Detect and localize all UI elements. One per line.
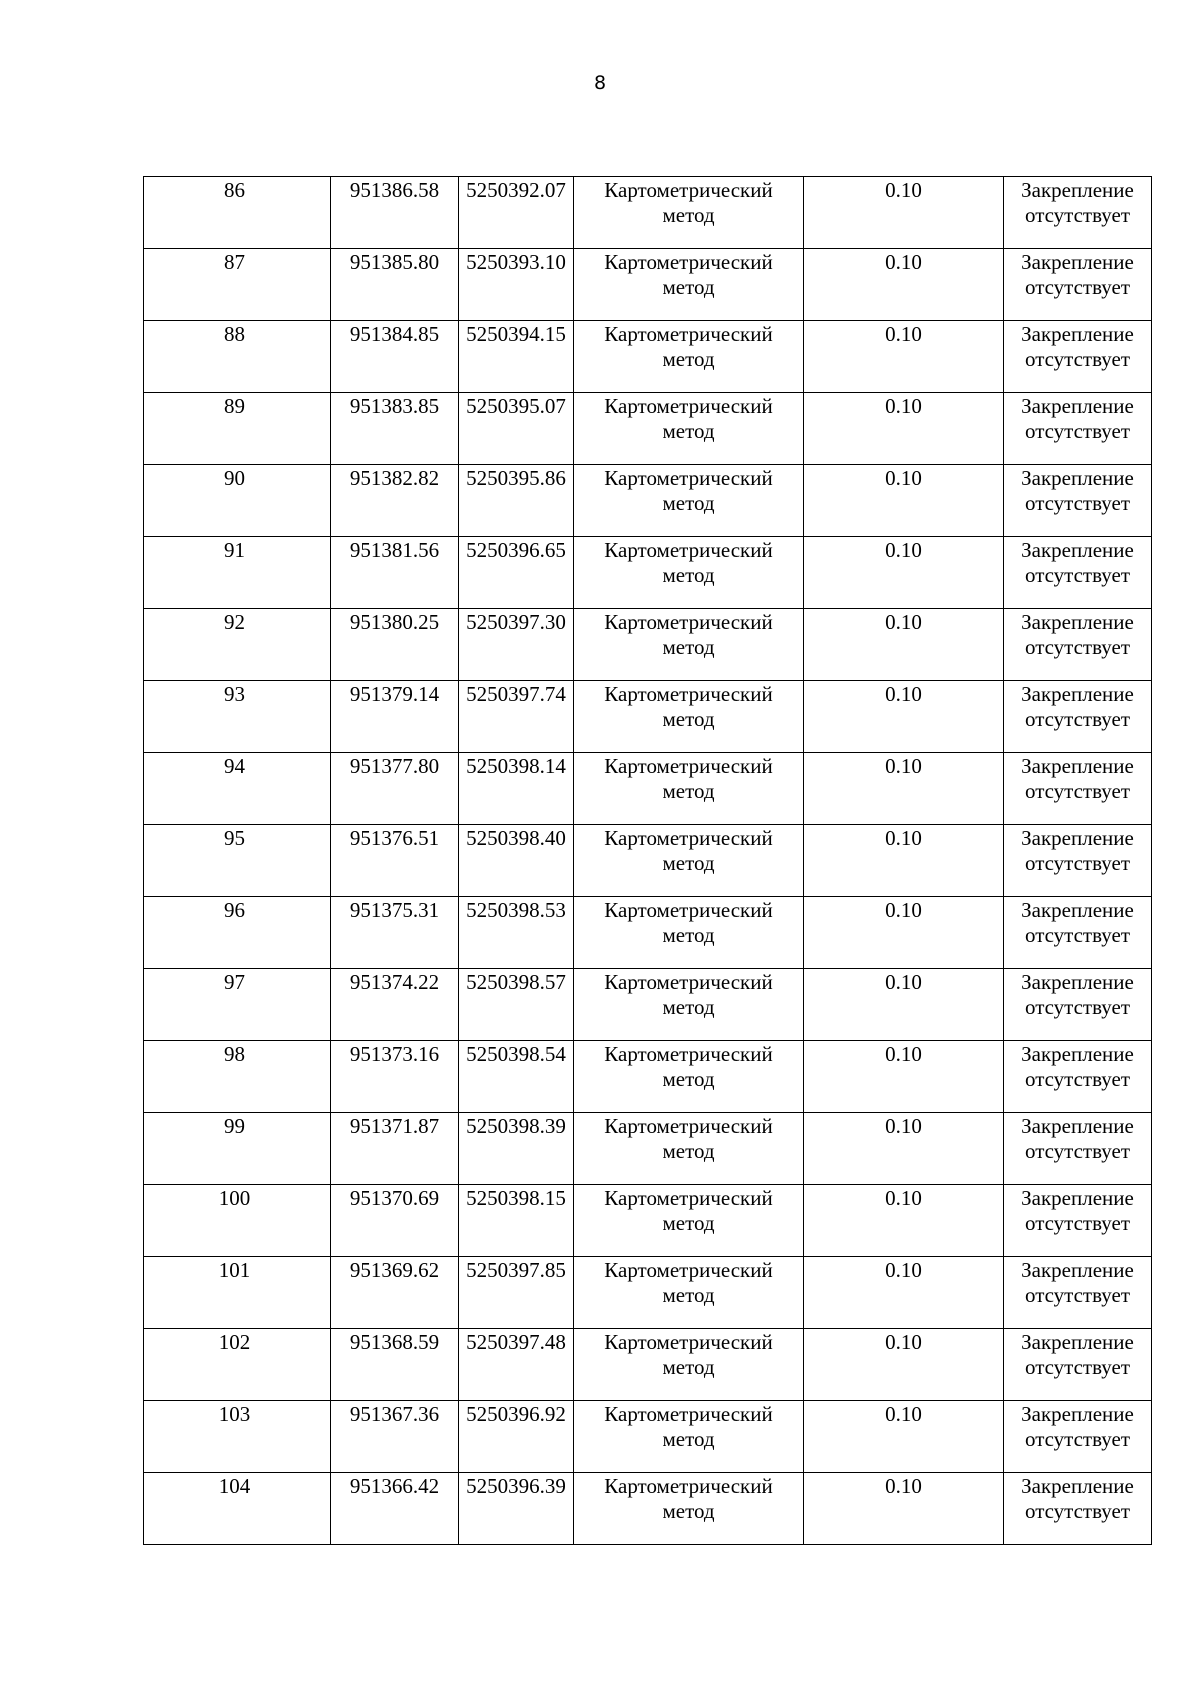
table-row [144,609,1152,681]
y-coordinate-cell: 5250396.65 [459,537,574,609]
point-number-cell: 89 [144,393,331,465]
fixation-cell: Закрепление отсутствует [1004,825,1152,897]
fixation-cell: Закрепление отсутствует [1004,753,1152,825]
method-cell: Картометрический метод [574,1329,804,1401]
method-cell: Картометрический метод [574,177,804,249]
method-cell: Картометрический метод [574,609,804,681]
accuracy-cell: 0.10 [804,969,1004,1041]
fixation-cell: Закрепление отсутствует [1004,177,1152,249]
x-coordinate-cell: 951374.22 [331,969,459,1041]
accuracy-cell: 0.10 [804,1329,1004,1401]
y-coordinate-cell: 5250397.85 [459,1257,574,1329]
coordinates-table [143,176,1152,1545]
y-coordinate-cell: 5250395.86 [459,465,574,537]
page-number: 8 [593,72,607,94]
table-row [144,897,1152,969]
y-coordinate-cell: 5250398.14 [459,753,574,825]
method-cell: Картометрический метод [574,465,804,537]
table-row [144,969,1152,1041]
table-row [144,1329,1152,1401]
method-cell: Картометрический метод [574,1473,804,1545]
x-coordinate-cell: 951382.82 [331,465,459,537]
x-coordinate-cell: 951379.14 [331,681,459,753]
method-cell: Картометрический метод [574,1185,804,1257]
accuracy-cell: 0.10 [804,465,1004,537]
point-number-cell: 103 [144,1401,331,1473]
method-cell: Картометрический метод [574,321,804,393]
method-cell: Картометрический метод [574,1257,804,1329]
accuracy-cell: 0.10 [804,609,1004,681]
fixation-cell: Закрепление отсутствует [1004,1473,1152,1545]
fixation-cell: Закрепление отсутствует [1004,969,1152,1041]
table-row [144,321,1152,393]
point-number-cell: 104 [144,1473,331,1545]
method-cell: Картометрический метод [574,753,804,825]
point-number-cell: 92 [144,609,331,681]
y-coordinate-cell: 5250395.07 [459,393,574,465]
accuracy-cell: 0.10 [804,177,1004,249]
point-number-cell: 87 [144,249,331,321]
accuracy-cell: 0.10 [804,1257,1004,1329]
table-row [144,1113,1152,1185]
y-coordinate-cell: 5250398.57 [459,969,574,1041]
y-coordinate-cell: 5250398.54 [459,1041,574,1113]
y-coordinate-cell: 5250398.53 [459,897,574,969]
point-number-cell: 101 [144,1257,331,1329]
x-coordinate-cell: 951373.16 [331,1041,459,1113]
point-number-cell: 96 [144,897,331,969]
accuracy-cell: 0.10 [804,825,1004,897]
table-row [144,249,1152,321]
x-coordinate-cell: 951370.69 [331,1185,459,1257]
fixation-cell: Закрепление отсутствует [1004,537,1152,609]
y-coordinate-cell: 5250392.07 [459,177,574,249]
point-number-cell: 97 [144,969,331,1041]
y-coordinate-cell: 5250398.39 [459,1113,574,1185]
y-coordinate-cell: 5250396.92 [459,1401,574,1473]
accuracy-cell: 0.10 [804,681,1004,753]
point-number-cell: 99 [144,1113,331,1185]
point-number-cell: 100 [144,1185,331,1257]
fixation-cell: Закрепление отсутствует [1004,1185,1152,1257]
accuracy-cell: 0.10 [804,1185,1004,1257]
method-cell: Картометрический метод [574,681,804,753]
table-row [144,393,1152,465]
y-coordinate-cell: 5250393.10 [459,249,574,321]
table-row [144,1257,1152,1329]
fixation-cell: Закрепление отсутствует [1004,609,1152,681]
method-cell: Картометрический метод [574,1401,804,1473]
y-coordinate-cell: 5250398.40 [459,825,574,897]
x-coordinate-cell: 951368.59 [331,1329,459,1401]
point-number-cell: 94 [144,753,331,825]
x-coordinate-cell: 951384.85 [331,321,459,393]
fixation-cell: Закрепление отсутствует [1004,897,1152,969]
x-coordinate-cell: 951366.42 [331,1473,459,1545]
table-row [144,1041,1152,1113]
fixation-cell: Закрепление отсутствует [1004,1113,1152,1185]
method-cell: Картометрический метод [574,393,804,465]
fixation-cell: Закрепление отсутствует [1004,681,1152,753]
x-coordinate-cell: 951371.87 [331,1113,459,1185]
table-row [144,1473,1152,1545]
accuracy-cell: 0.10 [804,897,1004,969]
fixation-cell: Закрепление отсутствует [1004,1041,1152,1113]
accuracy-cell: 0.10 [804,537,1004,609]
point-number-cell: 86 [144,177,331,249]
accuracy-cell: 0.10 [804,321,1004,393]
point-number-cell: 95 [144,825,331,897]
point-number-cell: 93 [144,681,331,753]
accuracy-cell: 0.10 [804,249,1004,321]
method-cell: Картометрический метод [574,249,804,321]
accuracy-cell: 0.10 [804,1113,1004,1185]
accuracy-cell: 0.10 [804,753,1004,825]
fixation-cell: Закрепление отсутствует [1004,321,1152,393]
x-coordinate-cell: 951369.62 [331,1257,459,1329]
fixation-cell: Закрепление отсутствует [1004,249,1152,321]
x-coordinate-cell: 951383.85 [331,393,459,465]
point-number-cell: 91 [144,537,331,609]
method-cell: Картометрический метод [574,1041,804,1113]
fixation-cell: Закрепление отсутствует [1004,1329,1152,1401]
method-cell: Картометрический метод [574,537,804,609]
y-coordinate-cell: 5250397.30 [459,609,574,681]
fixation-cell: Закрепление отсутствует [1004,1401,1152,1473]
x-coordinate-cell: 951381.56 [331,537,459,609]
table-row [144,537,1152,609]
x-coordinate-cell: 951367.36 [331,1401,459,1473]
fixation-cell: Закрепление отсутствует [1004,465,1152,537]
x-coordinate-cell: 951375.31 [331,897,459,969]
table-row [144,465,1152,537]
x-coordinate-cell: 951385.80 [331,249,459,321]
fixation-cell: Закрепление отсутствует [1004,393,1152,465]
method-cell: Картометрический метод [574,897,804,969]
table-row [144,177,1152,249]
table-row [144,1401,1152,1473]
accuracy-cell: 0.10 [804,1401,1004,1473]
coordinates-table-body [144,177,1152,1545]
accuracy-cell: 0.10 [804,1041,1004,1113]
point-number-cell: 88 [144,321,331,393]
x-coordinate-cell: 951386.58 [331,177,459,249]
accuracy-cell: 0.10 [804,1473,1004,1545]
point-number-cell: 98 [144,1041,331,1113]
table-row [144,681,1152,753]
x-coordinate-cell: 951376.51 [331,825,459,897]
x-coordinate-cell: 951377.80 [331,753,459,825]
x-coordinate-cell: 951380.25 [331,609,459,681]
fixation-cell: Закрепление отсутствует [1004,1257,1152,1329]
y-coordinate-cell: 5250396.39 [459,1473,574,1545]
table-row [144,753,1152,825]
point-number-cell: 90 [144,465,331,537]
method-cell: Картометрический метод [574,825,804,897]
y-coordinate-cell: 5250397.74 [459,681,574,753]
y-coordinate-cell: 5250398.15 [459,1185,574,1257]
method-cell: Картометрический метод [574,1113,804,1185]
accuracy-cell: 0.10 [804,393,1004,465]
table-row [144,1185,1152,1257]
y-coordinate-cell: 5250397.48 [459,1329,574,1401]
y-coordinate-cell: 5250394.15 [459,321,574,393]
point-number-cell: 102 [144,1329,331,1401]
method-cell: Картометрический метод [574,969,804,1041]
table-row [144,825,1152,897]
